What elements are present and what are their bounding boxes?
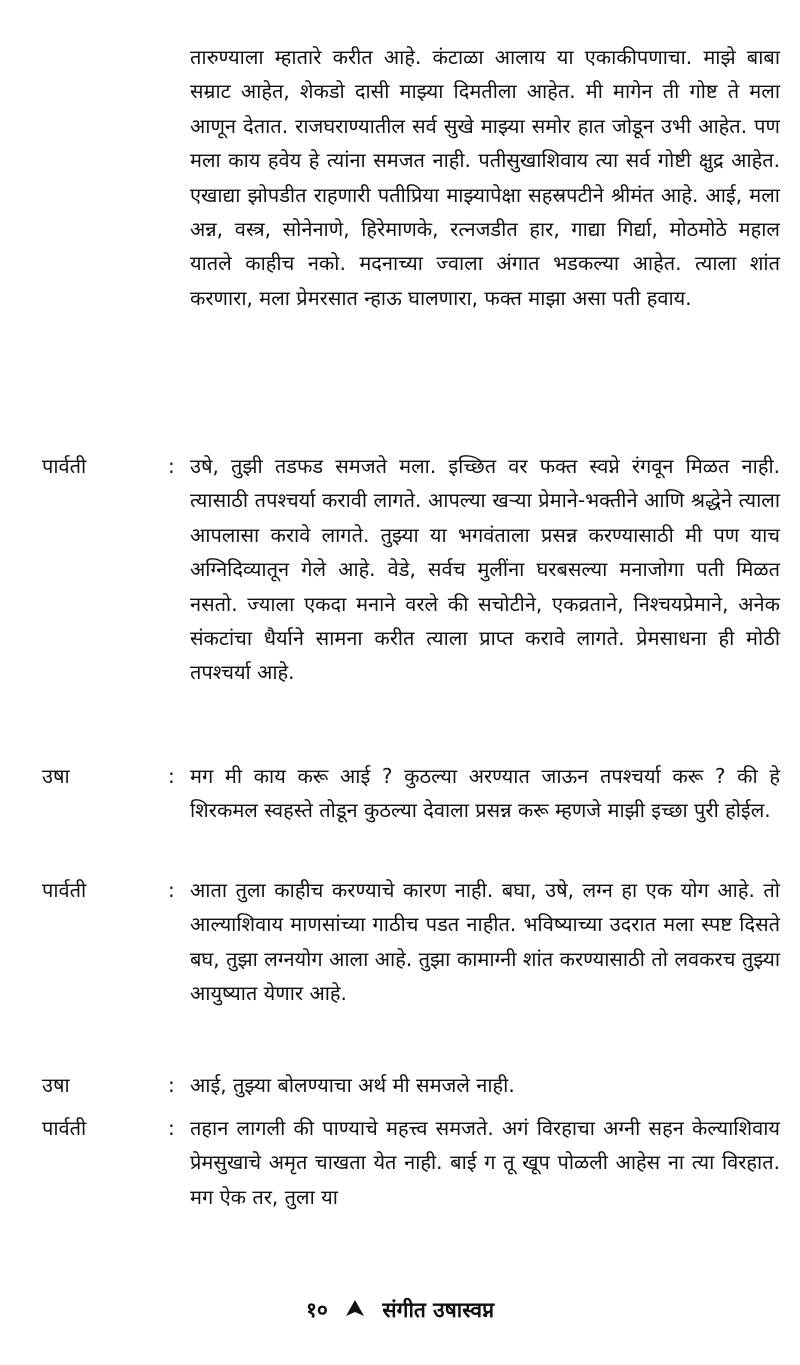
dialogue-text: तहान लागली की पाण्याचे महत्त्व समजते. अगं विरहाचा अग्नी सहन केल्याशिवाय प्रेमसुखाचे अमृत चाखता येत नाही. बाई ग तू खूप पोळली आहेस ना त्या विरहात. मग ऐक तर, तुला या: [190, 1116, 780, 1209]
speaker-name: पार्वती: [42, 1116, 87, 1140]
dialogue-text: आई, तुझ्या बोलण्याचा अर्थ मी समजले नाही.: [190, 1073, 515, 1097]
intro-paragraph: तारुण्याला म्हातारे करीत आहे. कंटाळा आलाय या एकाकीपणाचा. माझे बाबा सम्राट आहेत, शेकडो दासी माझ्या दिमतीला आहेत. मी मागेन ती गोष्ट ते मला आणून देतात. राजघराण्यातील सर्व सुखे माझ्या समोर हात जोडून उभी आहेत. पण मला काय हवेय हे त्यांना समजत नाही. पतीसुखाशिवाय त्या सर्व गोष्टी क्षुद्र आहेत. एखाद्या झोपडीत राहणारी पतीप्रिया माझ्यापेक्षा सहस्रपटीने श्रीमंत आहे. आई, मला अन्न, वस्त्र, सोनेनाणे, हिरेमाणके, रत्नजडीत हार, गाद्या गिर्द्या, मोठमोठे महाल यातले काहीच नको. मदनाच्या ज्वाला अंगात भडकल्या आहेत. त्याला शांत करणारा, मला प्रेमरसात न्हाऊ घालणारा, फक्त माझा असा पती हवाय.: [190, 45, 780, 310]
speaker-colon: :: [168, 878, 175, 902]
speaker-name: उषा: [42, 764, 70, 788]
speaker-colon: :: [168, 764, 175, 788]
page-footer: [0, 1296, 800, 1324]
dialogue-text: उषे, तुझी तडफड समजते मला. इच्छित वर फक्त स्वप्ने रंगवून मिळत नाही. त्यासाठी तपश्चर्या करावी लागते. आपल्या खऱ्या प्रेमाने-भक्तीने आणि श्रद्धेने त्याला आपलासा करावे लागते. तुझ्या या भगवंताला प्रसन्न करण्यासाठी मी पण याच अग्निदिव्यातून गेले आहे. वेडे, सर्वच मुलींना घरबसल्या मनाजोगा पती मिळत नसतो. ज्याला एकदा मनाने वरले की सचोटीने, एकव्रताने, निश्चयप्रेमाने, अनेक संकटांचा धैर्याने सामना करीत त्याला प्राप्त करावे लागते. प्रेमसाधना ही मोठी तपश्चर्या आहे.: [190, 454, 780, 685]
dialogue-text: मग मी काय करू आई ? कुठल्या अरण्यात जाऊन तपश्चर्या करू ? की हे शिरकमल स्वहस्ते तोडून कुठल्या देवाला प्रसन्न करू म्हणजे माझी इच्छा पुरी होईल.: [190, 764, 780, 823]
dialogue-text: आता तुला काहीच करण्याचे कारण नाही. बघा, उषे, लग्न हा एक योग आहे. तो आल्याशिवाय माणसांच्या गाठीच पडत नाहीत. भविष्याच्या उदरात मला स्पष्ट दिसते बघ, तुझा लग्नयोग आला आहे. तुझा कामाग्नी शांत करण्यासाठी तो लवकरच तुझ्या आयुष्यात येणार आहे.: [190, 878, 780, 1006]
page-number: १०: [305, 1298, 328, 1322]
speaker-colon: :: [168, 454, 175, 478]
speaker-name: उषा: [42, 1073, 70, 1097]
speaker-name: पार्वती: [42, 878, 87, 902]
speaker-colon: :: [168, 1116, 175, 1140]
speaker-colon: :: [168, 1073, 175, 1097]
book-title: संगीत उषास्वप्न: [382, 1298, 495, 1322]
speaker-name: पार्वती: [42, 454, 87, 478]
triangle-icon: [345, 1298, 365, 1322]
